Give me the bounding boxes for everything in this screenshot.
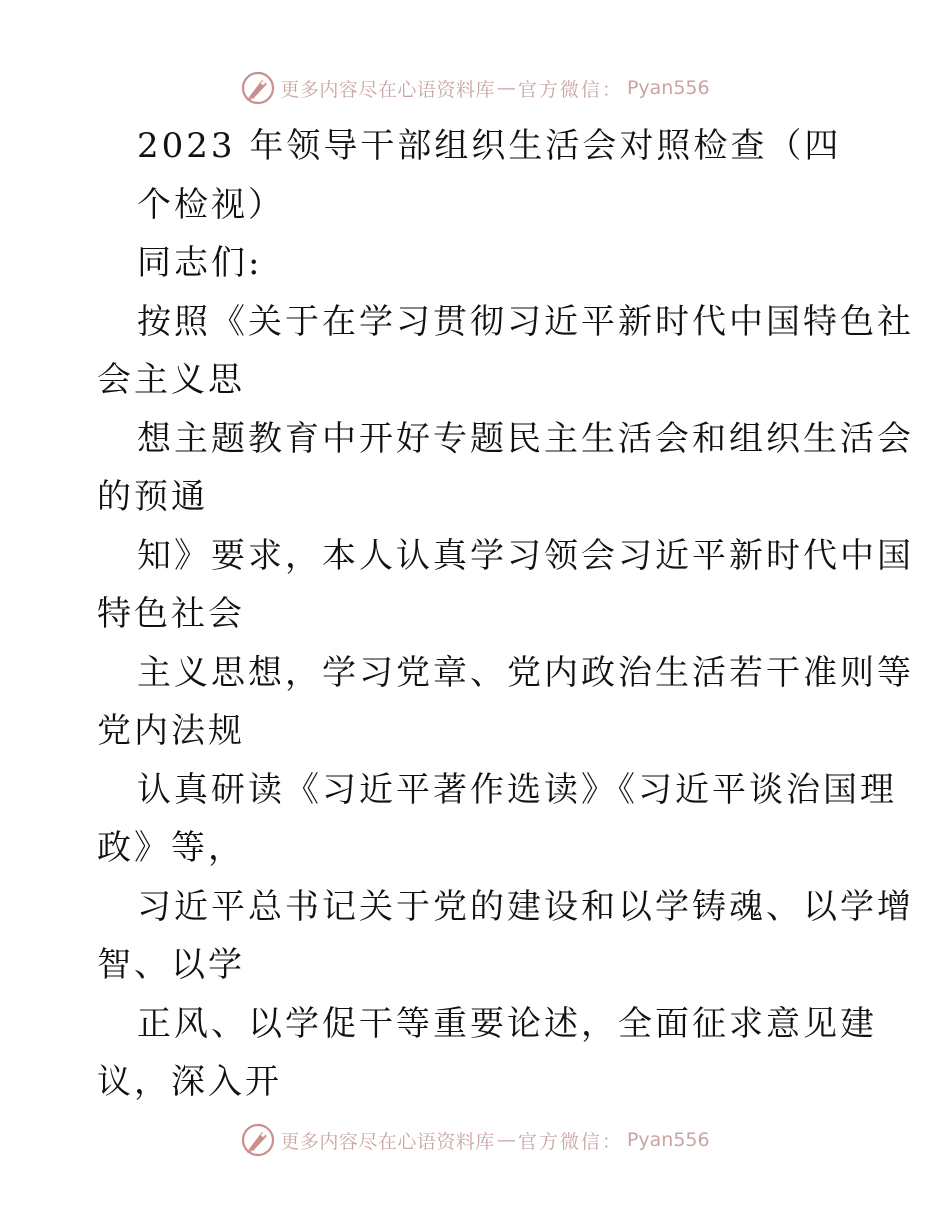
watermark-wechat-id: Pyan556 bbox=[626, 1129, 710, 1151]
paragraph-continuation-line: 政》等， bbox=[97, 828, 245, 868]
watermark-label: 官方微信： bbox=[517, 1130, 623, 1153]
paragraph-line: 个检视） bbox=[137, 185, 285, 225]
paragraph-line: 认真研读《习近平著作选读》《习近平谈治国理 bbox=[137, 770, 897, 810]
paragraph-line: 2023 年领导干部组织生活会对照检查（四 bbox=[137, 126, 842, 166]
watermark-text: 更多内容尽在心语资料库 bbox=[280, 1130, 495, 1153]
paragraph-line: 习近平总书记关于党的建设和以学铸魂、以学增 bbox=[137, 887, 914, 927]
paragraph-continuation-line: 议，深入开 bbox=[97, 1062, 282, 1102]
paragraph-line: 主义思想，学习党章、党内政治生活若干准则等 bbox=[137, 653, 914, 693]
paragraph-line: 同志们: bbox=[137, 243, 263, 283]
paragraph-continuation-line: 的预通 bbox=[97, 477, 208, 517]
paragraph-line: 正风、以学促干等重要论述，全面征求意见建 bbox=[137, 1004, 877, 1044]
paragraph-continuation-line: 会主义思 bbox=[97, 360, 245, 400]
paragraph-line: 按照《关于在学习贯彻习近平新时代中国特色社 bbox=[137, 302, 914, 342]
watermark-text: 更多内容尽在心语资料库 bbox=[280, 78, 495, 101]
pen-nib-logo-icon bbox=[240, 70, 276, 106]
paragraph-continuation-line: 特色社会 bbox=[97, 594, 245, 634]
paragraph-continuation-line: 党内法规 bbox=[97, 711, 245, 751]
pen-nib-logo-icon bbox=[240, 1122, 276, 1158]
paragraph-continuation-line: 智、以学 bbox=[97, 945, 245, 985]
watermark-separator: — bbox=[496, 77, 516, 99]
header-watermark bbox=[0, 68, 950, 108]
footer-watermark bbox=[0, 1120, 950, 1160]
watermark-separator: — bbox=[496, 1129, 516, 1151]
paragraph-line: 想主题教育中开好专题民主生活会和组织生活会 bbox=[137, 419, 914, 459]
watermark-wechat-id: Pyan556 bbox=[626, 77, 710, 99]
paragraph-line: 知》要求，本人认真学习领会习近平新时代中国 bbox=[137, 536, 914, 576]
watermark-label: 官方微信： bbox=[517, 78, 623, 101]
